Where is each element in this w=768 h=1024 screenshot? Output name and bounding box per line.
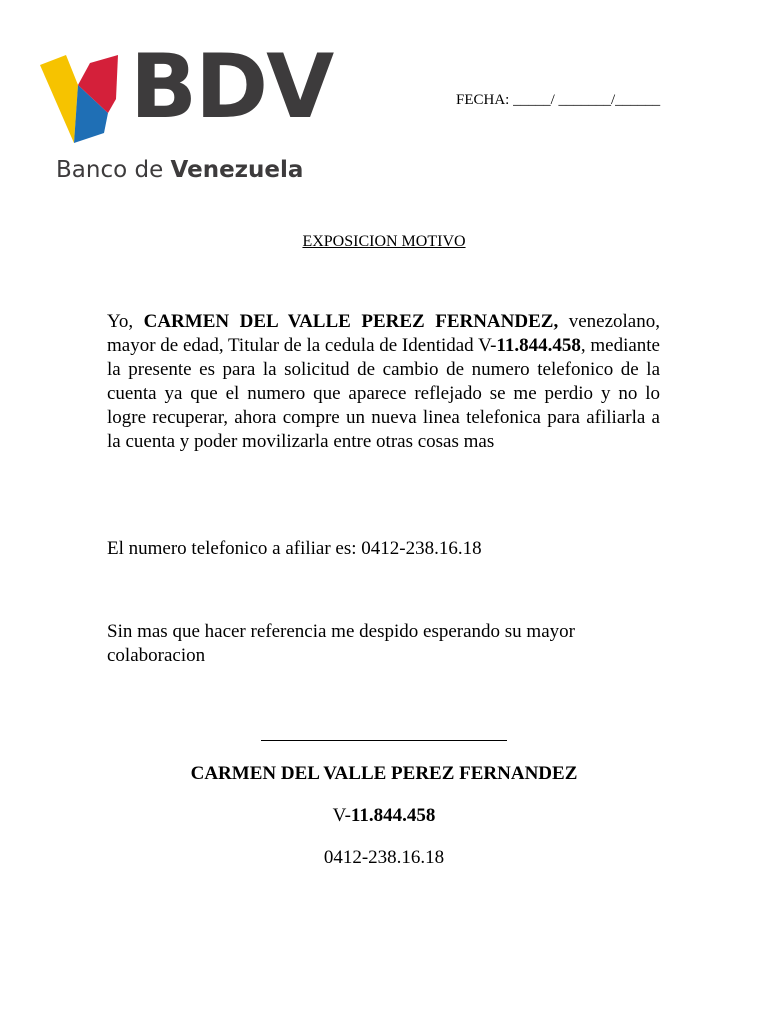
signature-phone: 0412-238.16.18 bbox=[323, 847, 445, 868]
date-field: FECHA: _____/ _______/______ bbox=[456, 92, 661, 108]
bank-name: Banco de Venezuela bbox=[56, 157, 304, 183]
paragraph-closing: Sin mas que hacer referencia me despido esperando su mayor colaboracion bbox=[107, 621, 575, 666]
paragraph-statement: Yo, CARMEN DEL VALLE PEREZ FERNANDEZ, venezolano, mayor de edad, Titular de la cedula de Identidad V-11.844.458, mediante la presente es para la solicitud de cambio de numero telefonico de la cuenta ya que el numero que aparece reflejado se me perdio y no lo logre recuperar, ahora compre un nueva linea telefonica para afiliarla a la cuenta y poder movilizarla entre otras cosas mas bbox=[107, 311, 660, 452]
logo-wordmark: BDV bbox=[130, 35, 333, 138]
document-title: EXPOSICION MOTIVO bbox=[302, 233, 466, 250]
signature-id: V-11.844.458 bbox=[332, 805, 436, 826]
paragraph-phone: El numero telefonico a afiliar es: 0412-238.16.18 bbox=[107, 538, 482, 559]
holder-id: 11.844.458 bbox=[496, 335, 581, 356]
holder-name: CARMEN DEL VALLE PEREZ FERNANDEZ, bbox=[143, 311, 559, 332]
bdv-logo-mark-icon bbox=[38, 55, 128, 147]
signature-line bbox=[261, 740, 507, 741]
bdv-logo bbox=[38, 35, 333, 195]
signature-name: CARMEN DEL VALLE PEREZ FERNANDEZ bbox=[190, 763, 578, 784]
